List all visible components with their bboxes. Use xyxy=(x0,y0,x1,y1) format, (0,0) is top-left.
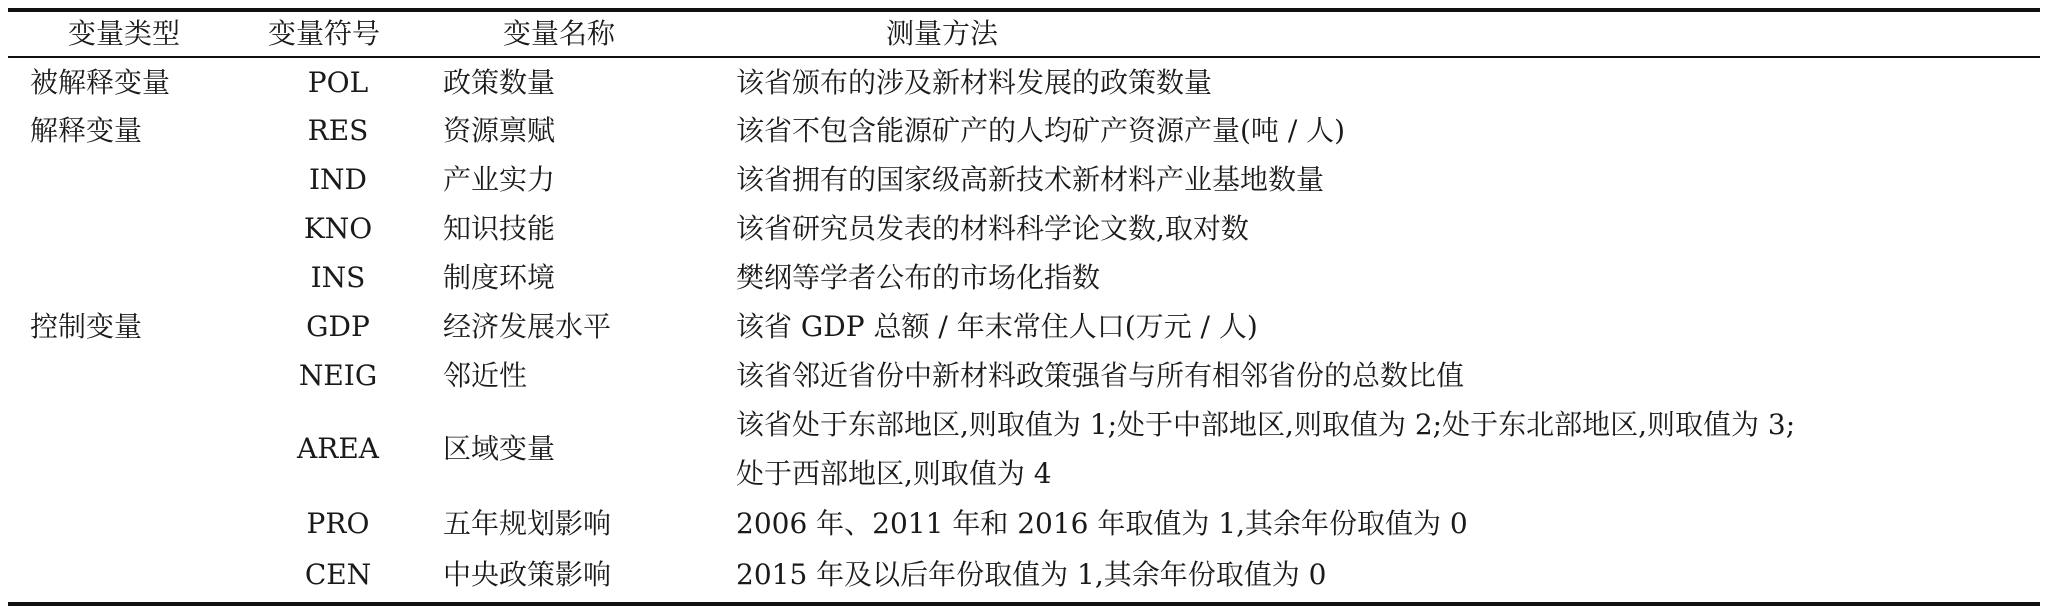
cell-variable-symbol: RES xyxy=(307,114,369,147)
cell-variable-symbol: CEN xyxy=(304,558,372,591)
table-row xyxy=(8,302,2040,351)
table-row xyxy=(8,155,2040,204)
table-row xyxy=(8,59,2040,106)
cell-variable-name: 知识技能 xyxy=(443,212,556,245)
cell-variable-name: 中央政策影响 xyxy=(443,558,612,591)
cell-measurement-method xyxy=(736,400,1795,498)
table-row xyxy=(8,400,2040,498)
cell-measurement-method: 2015 年及以后年份取值为 1,其余年份取值为 0 xyxy=(736,558,1327,591)
cell-measurement-method: 该省邻近省份中新材料政策强省与所有相邻省份的总数比值 xyxy=(736,359,1465,392)
table-row xyxy=(8,106,2040,155)
cell-variable-symbol: KNO xyxy=(303,212,373,245)
table-row xyxy=(8,204,2040,253)
table-header-row xyxy=(8,12,2040,56)
table-bottom-rule xyxy=(8,602,2040,606)
cell-variable-type: 解释变量 xyxy=(30,114,143,147)
cell-variable-name: 制度环境 xyxy=(443,261,556,294)
cell-measurement-method: 该省研究员发表的材料科学论文数,取对数 xyxy=(736,212,1249,245)
cell-measurement-method: 该省颁布的涉及新材料发展的政策数量 xyxy=(736,66,1213,99)
method-line-1: 该省处于东部地区,则取值为 1;处于中部地区,则取值为 2;处于东北部地区,则取值为 3; xyxy=(736,408,1796,441)
method-line-2: 处于西部地区,则取值为 4 xyxy=(736,457,1052,490)
cell-variable-name: 五年规划影响 xyxy=(443,507,612,540)
table-row xyxy=(8,550,2040,600)
table-row xyxy=(8,351,2040,400)
cell-variable-name: 政策数量 xyxy=(443,66,556,99)
header-measurement-method: 测量方法 xyxy=(886,17,999,50)
table-header-rule xyxy=(8,56,2040,58)
cell-variable-name: 经济发展水平 xyxy=(443,310,612,343)
cell-variable-type: 控制变量 xyxy=(30,310,143,343)
table-row xyxy=(8,253,2040,302)
table-row xyxy=(8,498,2040,550)
header-variable-name: 变量名称 xyxy=(503,17,616,50)
cell-measurement-method: 该省拥有的国家级高新技术新材料产业基地数量 xyxy=(736,163,1325,196)
cell-variable-name: 资源禀赋 xyxy=(443,114,556,147)
header-variable-type: 变量类型 xyxy=(68,17,181,50)
cell-variable-symbol: PRO xyxy=(306,507,370,540)
cell-variable-symbol: IND xyxy=(308,163,367,196)
cell-measurement-method: 该省 GDP 总额 / 年末常住人口(万元 / 人) xyxy=(736,310,1258,343)
cell-variable-name: 邻近性 xyxy=(443,359,528,392)
variables-table xyxy=(8,8,2040,608)
cell-variable-symbol: INS xyxy=(310,261,366,294)
header-variable-symbol: 变量符号 xyxy=(268,17,381,50)
cell-variable-symbol: POL xyxy=(307,66,369,99)
cell-variable-name: 产业实力 xyxy=(443,163,556,196)
cell-measurement-method: 樊纲等学者公布的市场化指数 xyxy=(736,261,1101,294)
cell-variable-symbol: AREA xyxy=(297,432,379,465)
cell-variable-name: 区域变量 xyxy=(443,432,556,465)
cell-variable-symbol: NEIG xyxy=(298,359,378,392)
cell-measurement-method: 2006 年、2011 年和 2016 年取值为 1,其余年份取值为 0 xyxy=(736,507,1468,540)
cell-variable-symbol: GDP xyxy=(306,310,370,343)
cell-measurement-method: 该省不包含能源矿产的人均矿产资源产量(吨 / 人) xyxy=(736,114,1346,147)
cell-variable-type: 被解释变量 xyxy=(30,66,171,99)
